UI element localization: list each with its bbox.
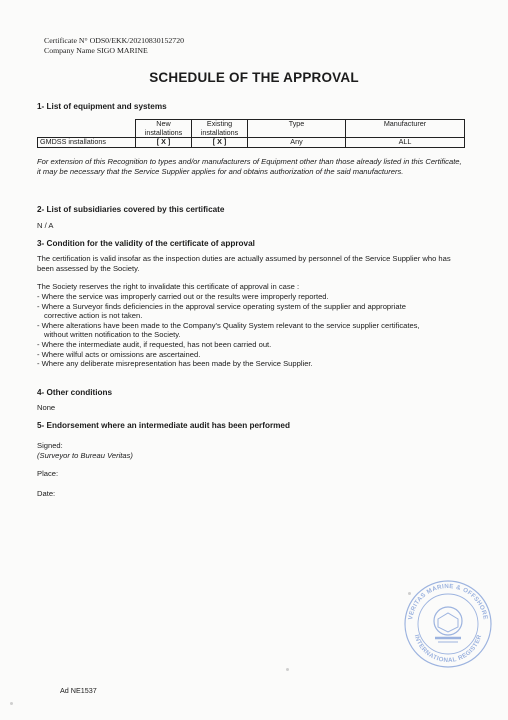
list-item: corrective action is not taken.	[44, 311, 143, 321]
table-cell: GMDSS installations	[38, 138, 136, 148]
company-name-line	[44, 46, 148, 56]
list-item: - Where the intermediate audit, if requested, has not been carried out.	[37, 339, 272, 349]
svg-text:VERITAS MARINE & OFFSHORE: VERITAS MARINE & OFFSHORE	[407, 582, 489, 621]
scan-speck	[286, 668, 289, 671]
table-cell: Any	[248, 138, 346, 148]
table-cell: ALL	[346, 138, 465, 148]
section4-value: None	[37, 403, 56, 412]
table-row	[38, 138, 465, 148]
list-item: - Where wilful acts or omissions are ascertained.	[37, 349, 201, 359]
section3-paragraph1: The certification is valid insofar as the inspection duties are actually assumed by personnel of the Service Supplier who has been assessed by the Society.	[37, 254, 451, 273]
company-label: Company Name	[44, 46, 95, 55]
table-header-cell	[38, 120, 136, 138]
section5-heading: 5- Endorsement where an intermediate audit has been performed	[37, 421, 290, 430]
surveyor-label: (Surveyor to Bureau Veritas)	[37, 451, 133, 460]
table-header-cell: Type	[248, 120, 346, 138]
list-item: - Where alterations have been made to the Company's Quality System relevant to the service supplier certificates,	[37, 320, 420, 330]
bureau-veritas-stamp	[402, 578, 494, 670]
equipment-table	[37, 119, 465, 148]
list-item: - Where the service was improperly carried out or the results were improperly reported.	[37, 292, 329, 301]
footer-reference: Ad NE1537	[60, 686, 97, 695]
table-cell: [ X ]	[192, 138, 248, 148]
table-header-cell: New installations	[136, 120, 192, 138]
certificate-label: Certificate N°	[44, 36, 88, 45]
scan-speck	[408, 592, 411, 595]
table-cell: [ X ]	[136, 138, 192, 148]
place-label: Place:	[37, 469, 59, 478]
certificate-number-line	[44, 36, 184, 46]
section3-heading: 3- Condition for the validity of the certificate of approval	[37, 239, 255, 248]
table-header-cell: Existing installations	[192, 120, 248, 138]
list-item: - Where any deliberate misrepresentation has been made by the Service Supplier.	[37, 359, 313, 369]
svg-text:INTERNATIONAL REGISTER: INTERNATIONAL REGISTER	[412, 633, 484, 665]
list-item: without written notification to the Society.	[44, 330, 181, 340]
section3-paragraph2: The Society reserves the right to invalidate this certificate of approval in case :	[37, 282, 300, 291]
section1-note: For extension of this Recognition to types and/or manufacturers of Equipment other than those already listed in this Certificate, it may be necessary that the Service Supplier applies for and obtains authorization of the said manufacturers.	[37, 157, 462, 176]
certificate-number: ODS0/EKK/20210830152720	[89, 36, 184, 45]
table-header-row	[38, 120, 465, 138]
section1-heading: 1- List of equipment and systems	[37, 102, 167, 111]
section2-heading: 2- List of subsidiaries covered by this certificate	[37, 205, 225, 214]
invalidation-conditions-list	[37, 292, 467, 369]
page-title: SCHEDULE OF THE APPROVAL	[149, 70, 359, 85]
list-item: - Where a Surveyor finds deficiencies in the approval service operating system of the supplier and appropriate	[37, 301, 406, 311]
table-header-cell: Manufacturer	[346, 120, 465, 138]
date-label: Date:	[37, 489, 56, 498]
company-name: SIGO MARINE	[96, 46, 148, 55]
section2-value: N / A	[37, 221, 54, 230]
stamp-seal-icon	[402, 578, 494, 670]
signed-label: Signed:	[37, 441, 63, 450]
scan-speck	[10, 702, 13, 705]
section4-heading: 4- Other conditions	[37, 388, 113, 397]
